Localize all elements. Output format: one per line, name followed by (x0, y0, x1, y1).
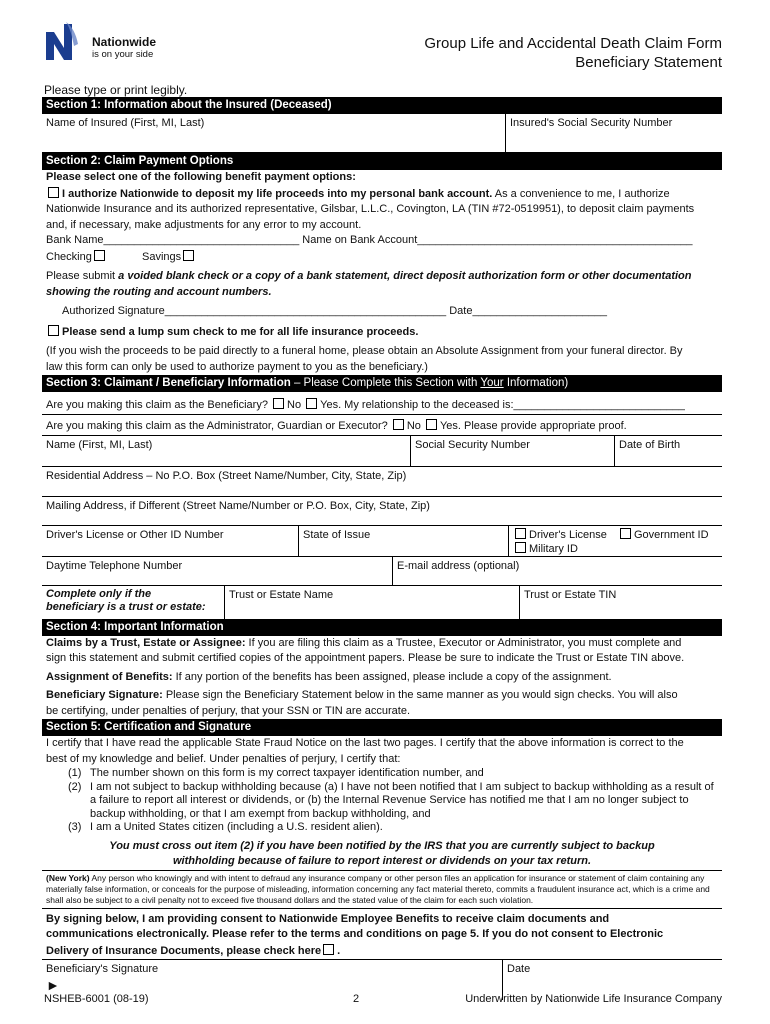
q1-label: Are you making this claim as the Beneficiary? (46, 399, 268, 411)
section-5-header: Section 5: Certification and Signature (42, 719, 722, 736)
q2-label: Are you making this claim as the Administrator, Guardian or Executor? (46, 420, 388, 432)
account-type (42, 249, 722, 266)
section-2-header: Section 2: Claim Payment Options (42, 153, 722, 170)
arrow-icon: ► (46, 977, 60, 993)
consent-3-text: Delivery of Insurance Documents, please check here (46, 944, 322, 957)
savings-checkbox[interactable] (183, 250, 194, 261)
q2-yes-label: Yes. Please provide appropriate proof. (439, 420, 627, 432)
signature-rest-2: be certifying, under penalties of perjury, that your SSN or TIN are accurate. (46, 704, 410, 717)
section-3-sub-post: Information) (503, 377, 569, 389)
trust-row (42, 586, 722, 619)
insured-ssn-field[interactable]: Insured's Social Security Number (505, 114, 722, 152)
q1-no-label: No (287, 399, 302, 411)
claimant-dob-field[interactable]: Date of Birth (614, 436, 722, 466)
id-number-field[interactable]: Driver's License or Other ID Number (46, 528, 224, 541)
deposit-label-rest: As a convenience to me, I authorize (492, 187, 670, 200)
option-deposit (42, 186, 722, 203)
new-york-notice (42, 871, 722, 909)
deposit-line-3: and, if necessary, make adjustments for any error to my account. (46, 218, 362, 231)
logo-name: Nationwide (92, 35, 157, 49)
list-item (68, 767, 718, 781)
mailing-address-field[interactable]: Mailing Address, if Different (Street Name/Number or P.O. Box, City, State, Zip) (46, 499, 430, 512)
checking-checkbox[interactable] (94, 250, 105, 261)
list-item (68, 821, 718, 835)
logo-tagline: is on your side (92, 49, 154, 60)
deposit-label: I authorize Nationwide to deposit my life proceeds into my personal bank account. (62, 187, 493, 200)
form-code: NSHEB-6001 (08-19) (44, 993, 149, 1005)
deposit-checkbox[interactable] (48, 187, 59, 198)
certify-1: I certify that I have read the applicable State Fraud Notice on the last two pages. I certify that the above information is correct to the (46, 737, 684, 749)
trust-note-1: Complete only if the (46, 587, 152, 600)
underwritten-by: Underwritten by Nationwide Life Insurance Company (465, 993, 722, 1005)
claim-form (42, 97, 722, 1000)
submit-bold-2: showing the routing and account numbers. (46, 285, 272, 298)
item-text: The number shown on this form is my correct taxpayer identification number, and (90, 767, 484, 779)
q2-no-label: No (406, 420, 421, 432)
beneficiary-signature-text (42, 688, 722, 704)
title-line-2: Beneficiary Statement (575, 54, 722, 71)
consent-2: communications electronically. Please refer to the terms and conditions on page 5. If you do not consent to Electronic (46, 928, 664, 940)
option-lump-sum (42, 324, 722, 341)
contact-row (42, 557, 722, 586)
signature-bold: Beneficiary Signature: (46, 689, 163, 701)
checking-label: Checking (46, 250, 92, 263)
phone-field[interactable]: Daytime Telephone Number (46, 559, 183, 572)
assignment-text (42, 670, 722, 686)
signature-date-field[interactable]: Date (502, 960, 722, 1000)
name-row (42, 435, 722, 467)
section-1-header: Section 1: Information about the Insured (Deceased) (42, 97, 722, 114)
item-text: I am not subject to backup withholding because (a) I have not been notified that I am subject to backup withholding as a result of a failure to report all interest or dividends, or (b) the Internal Revenue Service has notified me that I am no longer subject to backup withholding, or that I am exempt from backup withholding, and (90, 780, 714, 820)
q1-yes-checkbox[interactable] (306, 398, 317, 409)
trust-note (42, 586, 224, 619)
item-number: (2) (68, 780, 82, 793)
crossout-1: You must cross out item (2) if you have been notified by the IRS that you are currently subject to backup (109, 839, 655, 852)
consent-1: By signing below, I am providing consent to Nationwide Employee Benefits to receive claim documents and (46, 912, 610, 925)
claims-trust-2: sign this statement and submit certified copies of the appointment papers. Please be sure to indicate the Trust or Estate TIN above. (46, 652, 685, 664)
assignment-bold: Assignment of Benefits: (46, 670, 173, 683)
consent-end: . (337, 944, 341, 957)
section-3-title: Section 3: Claimant / Beneficiary Information (46, 377, 291, 389)
claims-trust-1: If you are filing this claim as a Trustee, Executor or Administrator, you must complete and (245, 636, 682, 649)
beneficiary-question-row (42, 392, 722, 415)
residential-address-row (42, 467, 722, 497)
government-id-label: Government ID (633, 528, 709, 541)
deposit-line-2: Nationwide Insurance and its authorized representative, Gilsbar, L.L.C., Covington, LA (TIN #72-0519951), to deposit claim payments (46, 203, 695, 215)
ny-text: Any person who knowingly and with intent to defraud any insurance company or other person files an application for insurance or statement of claim containing any materially false information, or conceals for the purpose of misleading, information concerning any fact material thereto, commits a fraudulent insurance act, which is a crime and shall also be subject to a civil penalty not to exceed five thousand dollars and the stated value of the claim for each such violation. (46, 872, 710, 905)
submit-bold-1: a voided blank check or a copy of a bank statement, direct deposit authorization form or other documentation (118, 270, 692, 282)
submit-pre: Please submit (46, 270, 119, 282)
assignment-rest: If any portion of the benefits has been assigned, please include a copy of the assignment. (172, 670, 612, 683)
government-id-checkbox[interactable] (620, 528, 631, 539)
drivers-license-label: Driver's License (529, 528, 607, 541)
consent-3 (42, 943, 722, 960)
lump-sum-checkbox[interactable] (48, 325, 59, 336)
administrator-question (42, 415, 722, 435)
section-3-your: Your (480, 377, 504, 389)
no-consent-checkbox[interactable] (323, 944, 334, 955)
select-option-text: Please select one of the following benefit payment options: (46, 171, 356, 183)
id-row (42, 526, 722, 557)
item-text: I am a United States citizen (including a U.S. resident alien). (90, 821, 383, 833)
id-type-options (508, 526, 722, 556)
funeral-note-1: (If you wish the proceeds to be paid directly to a funeral home, please obtain an Absolute Assignment from your funeral director. By (46, 345, 683, 357)
claimant-ssn-field[interactable]: Social Security Number (410, 436, 614, 466)
funeral-note-2: law this form can only be used to authorize payment to you as the beneficiary.) (46, 360, 428, 373)
lump-sum-label: Please send a lump sum check to me for all life insurance proceeds. (62, 325, 419, 338)
certification-list (42, 767, 722, 835)
section-1-row (42, 114, 722, 153)
instruction: Please type or print legibly. (44, 83, 188, 97)
savings-label: Savings (141, 250, 182, 263)
q1-yes-label[interactable]: Yes. My relationship to the deceased is:____________________________ (320, 399, 685, 411)
trust-note-2: beneficiary is a trust or estate: (46, 600, 206, 613)
bank-name-line[interactable]: Bank Name________________________________ Name on Bank Account_____________________________________________ (46, 234, 693, 246)
section-4-header: Section 4: Important Information (42, 619, 722, 636)
submit-instructions (42, 269, 722, 285)
claims-trust-text (42, 636, 722, 652)
drivers-license-checkbox[interactable] (515, 528, 526, 539)
title-line-1: Group Life and Accidental Death Claim Form (424, 35, 722, 52)
mailing-address-row (42, 497, 722, 526)
crossout-2: withholding because of failure to report interest or dividends on your tax return. (42, 854, 722, 871)
signature-rest-1: Please sign the Beneficiary Statement below in the same manner as you would sign checks. You will also (162, 689, 678, 701)
claims-trust-bold: Claims by a Trust, Estate or Assignee: (46, 636, 246, 649)
residential-address-field[interactable]: Residential Address – No P.O. Box (Street Name/Number, City, State, Zip) (46, 469, 407, 482)
section-3-header (42, 375, 722, 392)
item-number: (3) (68, 821, 82, 833)
signature-label: Beneficiary's Signature (46, 963, 159, 975)
section-3-sub-pre: – Please Complete this Section with (290, 377, 481, 389)
form-title (424, 34, 722, 72)
trust-name-field[interactable]: Trust or Estate Name (224, 586, 519, 619)
page-number: 2 (353, 993, 360, 1005)
q2-yes-checkbox[interactable] (426, 419, 437, 430)
q2-no-checkbox[interactable] (393, 419, 404, 430)
list-item (68, 781, 718, 822)
claimant-name-field[interactable]: Name (First, MI, Last) (46, 438, 153, 451)
insured-name-field[interactable]: Name of Insured (First, MI, Last) (46, 117, 205, 129)
military-id-checkbox[interactable] (515, 542, 526, 553)
item-number: (1) (68, 767, 82, 779)
email-field[interactable]: E-mail address (optional) (392, 557, 722, 585)
military-id-label: Military ID (529, 542, 578, 555)
authorized-signature-line[interactable]: Authorized Signature______________________________________________ Date______________________ (62, 305, 608, 317)
certify-2: best of my knowledge and belief. Under penalties of perjury, I certify that: (46, 752, 401, 765)
trust-tin-field[interactable]: Trust or Estate TIN (519, 586, 722, 619)
state-of-issue-field[interactable]: State of Issue (298, 526, 508, 556)
ny-bold: (New York) (46, 872, 90, 883)
q1-no-checkbox[interactable] (273, 398, 284, 409)
beneficiary-question (42, 396, 689, 414)
